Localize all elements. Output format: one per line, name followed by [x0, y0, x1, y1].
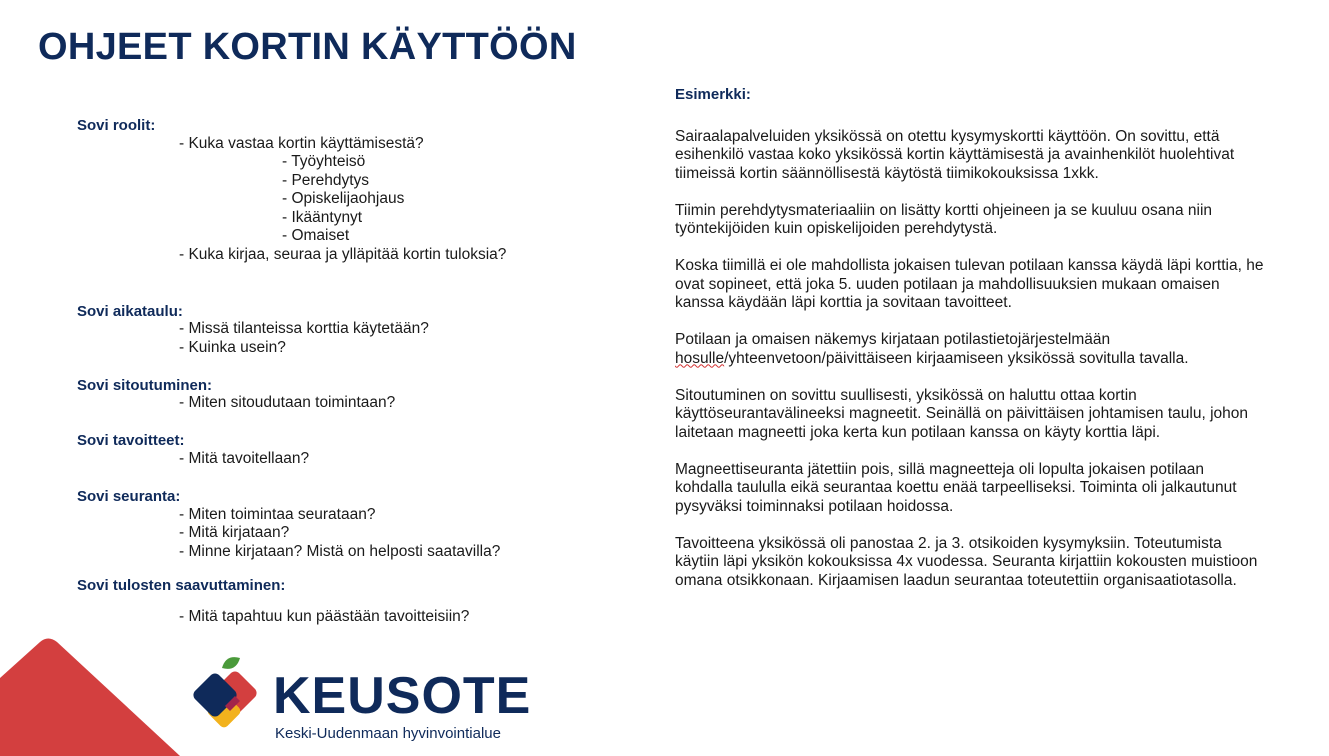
heading-tavoitteet: Sovi tavoitteet: — [77, 432, 185, 449]
tavoitteet-item: - Mitä tavoitellaan? — [179, 450, 310, 467]
roolit-question-2: - Kuka kirjaa, seuraa ja ylläpitää kortin tuloksia? — [179, 246, 507, 263]
brand-subtitle: Keski-Uudenmaan hyvinvointialue — [275, 725, 501, 742]
example-heading: Esimerkki: — [675, 86, 751, 103]
example-paragraph-6: Magneettiseuranta jätettiin pois, sillä magneetteja oli lopulta jokaisen potilaan kohdalla taululla eikä seurantaa koettu enää tarpeelliseksi. Toiminta oli jalkautunut pysyväksi toiminnaksi potilaan hoidossa. — [675, 460, 1237, 515]
example-paragraph-1: Sairaalapalveluiden yksikössä on otettu kysymyskortti käyttöön. On sovittu, että esihenkilö vastaa koko yksikössä kortin käyttämisestä ja avainhenkilöt huolehtivat tiimeissä kortin säännöllisestä käytöstä tiimikokouksissa 1xkk. — [675, 127, 1235, 182]
seuranta-item: - Miten toimintaa seurataan? — [179, 506, 376, 523]
roolit-sub-item: - Opiskelijaohjaus — [282, 190, 405, 207]
roolit-question-1: - Kuka vastaa kortin käyttämisestä? — [179, 135, 424, 152]
roolit-sub-item: - Omaiset — [282, 227, 350, 244]
sitoutuminen-item: - Miten sitoudutaan toimintaan? — [179, 394, 396, 411]
roolit-sub-item: - Työyhteisö — [282, 153, 366, 170]
example-paragraph-7: Tavoitteena yksikössä oli panostaa 2. ja 3. otsikoiden kysymyksiin. Toteutumista käytiin läpi yksikön kokouksissa 4x vuodessa. Seuranta kirjattiin kokousten muistioon omana otsikkonaan. Kirjaamisen laadun seurantaa toteutettiin organisaatiotasolla. — [675, 534, 1258, 589]
aikataulu-item: - Kuinka usein? — [179, 339, 286, 356]
page-title: OHJEET KORTIN KÄYTTÖÖN — [38, 26, 577, 68]
brand-name: KEUSOTE — [273, 667, 532, 725]
heading-tulokset: Sovi tulosten saavuttaminen: — [77, 577, 286, 594]
seuranta-item: - Mitä kirjataan? — [179, 524, 290, 541]
example-paragraph-2: Tiimin perehdytysmateriaaliin on lisätty kortti ohjeineen ja se kuuluu osana niin työntekijöiden kuin opiskelijoiden perehdytystä. — [675, 201, 1213, 237]
heading-sitoutuminen: Sovi sitoutuminen: — [77, 377, 212, 394]
example-paragraph-3: Koska tiimillä ei ole mahdollista jokaisen tulevan potilaan kanssa käydä läpi korttia, he ovat sopineet, että joka 5. uuden potilaan ja mahdollisuuksien mukaan omaisen kanssa käydään läpi korttia ja sovitaan tavoitteet. — [675, 257, 1264, 311]
seuranta-item: - Minne kirjataan? Mistä on helposti saatavilla? — [179, 543, 501, 560]
roolit-sub-item: - Perehdytys — [282, 172, 370, 189]
example-paragraph-5: Sitoutuminen on sovittu suullisesti, yksikössä on haluttu ottaa kortin käyttöseurantavälineeksi magneetit. Seinällä on päivittäisen johtamisen taulu, johon laitetaan magneetti joka kerta kun potilaan kanssa on käyty korttia läpi. — [675, 386, 1248, 441]
roolit-sub-item: - Ikääntynyt — [282, 209, 363, 226]
heading-roolit: Sovi roolit: — [77, 117, 156, 134]
heading-seuranta: Sovi seuranta: — [77, 488, 181, 505]
aikataulu-item: - Missä tilanteissa korttia käytetään? — [179, 320, 429, 337]
paragraph-4-part-c: /yhteenvetoon/päivittäiseen kirjaamiseen yksikössä sovitulla tavalla. — [724, 349, 1189, 367]
example-column — [675, 86, 1265, 609]
tulokset-item: - Mitä tapahtuu kun päästään tavoitteisiin? — [179, 608, 470, 625]
keusote-logo-icon — [188, 654, 268, 742]
example-paragraph-4 — [675, 331, 1265, 368]
heading-aikataulu: Sovi aikataulu: — [77, 303, 183, 320]
spellcheck-word: hosulle — [675, 349, 725, 367]
paragraph-4-part-a: Potilaan ja omaisen näkemys kirjataan potilastietojärjestelmään — [675, 331, 1111, 348]
